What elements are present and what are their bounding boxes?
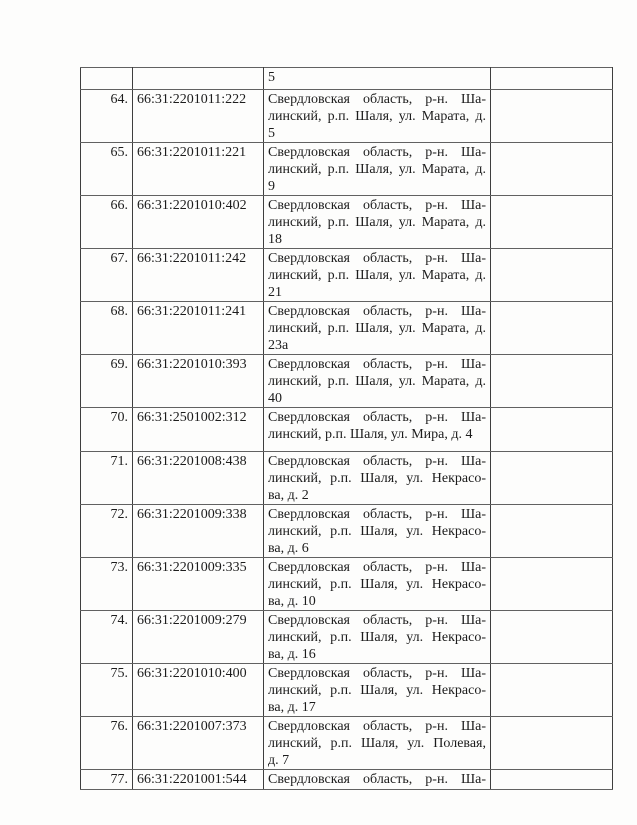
table-row	[81, 717, 613, 770]
address-cell	[264, 664, 491, 717]
address-line: 23а	[268, 338, 289, 353]
cadastral-number-cell: 66:31:2201011:222	[133, 90, 264, 143]
table-row	[81, 505, 613, 558]
cadastral-number-cell: 66:31:2201001:544	[133, 770, 264, 790]
address-line: Свердловская область, р-н. Ша-	[268, 304, 486, 319]
table-row	[81, 302, 613, 355]
carryover-row	[81, 68, 613, 90]
address-line: ва, д. 6	[268, 541, 309, 556]
row-number-cell: 76.	[81, 717, 133, 770]
address-line: 18	[268, 232, 282, 247]
notes-cell	[491, 408, 613, 452]
address-cell	[264, 68, 491, 90]
notes-cell	[491, 90, 613, 143]
notes-cell	[491, 717, 613, 770]
address-line: Свердловская область, р-н. Ша-	[268, 251, 486, 266]
notes-cell	[491, 611, 613, 664]
address-cell	[264, 408, 491, 452]
row-number-cell: 70.	[81, 408, 133, 452]
notes-cell	[491, 302, 613, 355]
cadastral-number-cell	[133, 68, 264, 90]
cadastral-number-cell: 66:31:2201011:221	[133, 143, 264, 196]
address-line: ва, д. 10	[268, 594, 316, 609]
address-cell	[264, 355, 491, 408]
address-line: линский, р.п. Шаля, ул. Некрасо-	[268, 524, 486, 539]
row-number-cell: 68.	[81, 302, 133, 355]
row-number-cell: 73.	[81, 558, 133, 611]
address-line: Свердловская область, р-н. Ша-	[268, 560, 486, 575]
address-line: Свердловская область, р-н. Ша-	[268, 719, 486, 734]
notes-cell	[491, 505, 613, 558]
address-line: линский, р.п. Шаля, ул. Некрасо-	[268, 471, 486, 486]
table-row	[81, 249, 613, 302]
address-line: линский, р.п. Шаля, ул. Марата, д.	[268, 268, 486, 283]
address-line: линский, р.п. Шаля, ул. Полевая,	[268, 736, 486, 751]
table-row	[81, 611, 613, 664]
address-cell	[264, 611, 491, 664]
table-row	[81, 196, 613, 249]
address-cell	[264, 452, 491, 505]
address-cell	[264, 770, 491, 790]
address-line: линский, р.п. Шаля, ул. Марата, д.	[268, 109, 486, 124]
row-number-cell: 77.	[81, 770, 133, 790]
cadastral-number-cell: 66:31:2201011:242	[133, 249, 264, 302]
row-number-cell: 66.	[81, 196, 133, 249]
address-line: линский, р.п. Шаля, ул. Некрасо-	[268, 577, 486, 592]
cadastral-number-cell: 66:31:2201007:373	[133, 717, 264, 770]
cadastral-table-body	[81, 68, 613, 790]
address-line: Свердловская область, р-н. Ша-	[268, 454, 486, 469]
address-line: линский, р.п. Шаля, ул. Некрасо-	[268, 683, 486, 698]
row-number-cell: 65.	[81, 143, 133, 196]
cadastral-number-cell: 66:31:2201010:400	[133, 664, 264, 717]
address-line: 40	[268, 391, 282, 406]
cadastral-number-cell: 66:31:2201010:402	[133, 196, 264, 249]
address-line: 5	[268, 126, 275, 141]
address-line: ва, д. 2	[268, 488, 309, 503]
row-number-cell: 67.	[81, 249, 133, 302]
address-line: ва, д. 16	[268, 647, 316, 662]
address-line: д. 7	[268, 753, 290, 768]
address-line: 5	[268, 70, 275, 85]
address-line: Свердловская область, р-н. Ша-	[268, 145, 486, 160]
table-row	[81, 408, 613, 452]
notes-cell	[491, 249, 613, 302]
address-line: линский, р.п. Шаля, ул. Марата, д.	[268, 321, 486, 336]
row-number-cell: 64.	[81, 90, 133, 143]
address-cell	[264, 90, 491, 143]
notes-cell	[491, 558, 613, 611]
table-row	[81, 143, 613, 196]
cadastral-number-cell: 66:31:2201011:241	[133, 302, 264, 355]
cadastral-number-cell: 66:31:2201008:438	[133, 452, 264, 505]
cadastral-number-cell: 66:31:2201009:279	[133, 611, 264, 664]
table-row	[81, 355, 613, 408]
row-number-cell: 69.	[81, 355, 133, 408]
address-line: 9	[268, 179, 275, 194]
address-line: линский, р.п. Шаля, ул. Мира, д. 4	[268, 427, 473, 442]
cadastral-number-cell: 66:31:2501002:312	[133, 408, 264, 452]
notes-cell	[491, 68, 613, 90]
address-cell	[264, 558, 491, 611]
address-line: Свердловская область, р-н. Ша-	[268, 92, 486, 107]
cadastral-parcel-table	[80, 67, 613, 790]
address-line: Свердловская область, р-н. Ша-	[268, 772, 486, 787]
address-line: Свердловская область, р-н. Ша-	[268, 357, 486, 372]
row-number-cell: 74.	[81, 611, 133, 664]
address-line: линский, р.п. Шаля, ул. Некрасо-	[268, 630, 486, 645]
notes-cell	[491, 664, 613, 717]
address-cell	[264, 196, 491, 249]
notes-cell	[491, 770, 613, 790]
notes-cell	[491, 143, 613, 196]
row-number-cell	[81, 68, 133, 90]
table-row	[81, 90, 613, 143]
address-line: Свердловская область, р-н. Ша-	[268, 613, 486, 628]
address-cell	[264, 249, 491, 302]
address-cell	[264, 143, 491, 196]
address-line: линский, р.п. Шаля, ул. Марата, д.	[268, 162, 486, 177]
cadastral-number-cell: 66:31:2201009:338	[133, 505, 264, 558]
address-line: ва, д. 17	[268, 700, 316, 715]
address-cell	[264, 302, 491, 355]
address-line: линский, р.п. Шаля, ул. Марата, д.	[268, 215, 486, 230]
address-line: Свердловская область, р-н. Ша-	[268, 507, 486, 522]
cadastral-number-cell: 66:31:2201010:393	[133, 355, 264, 408]
table-row	[81, 558, 613, 611]
cadastral-number-cell: 66:31:2201009:335	[133, 558, 264, 611]
table-row	[81, 664, 613, 717]
row-number-cell: 75.	[81, 664, 133, 717]
table-row	[81, 452, 613, 505]
notes-cell	[491, 196, 613, 249]
row-number-cell: 72.	[81, 505, 133, 558]
address-cell	[264, 505, 491, 558]
address-line: линский, р.п. Шаля, ул. Марата, д.	[268, 374, 486, 389]
address-cell	[264, 717, 491, 770]
notes-cell	[491, 452, 613, 505]
address-line: Свердловская область, р-н. Ша-	[268, 198, 486, 213]
notes-cell	[491, 355, 613, 408]
table-row	[81, 770, 613, 790]
row-number-cell: 71.	[81, 452, 133, 505]
address-line: Свердловская область, р-н. Ша-	[268, 666, 486, 681]
address-line: Свердловская область, р-н. Ша-	[268, 410, 486, 425]
address-line: 21	[268, 285, 282, 300]
